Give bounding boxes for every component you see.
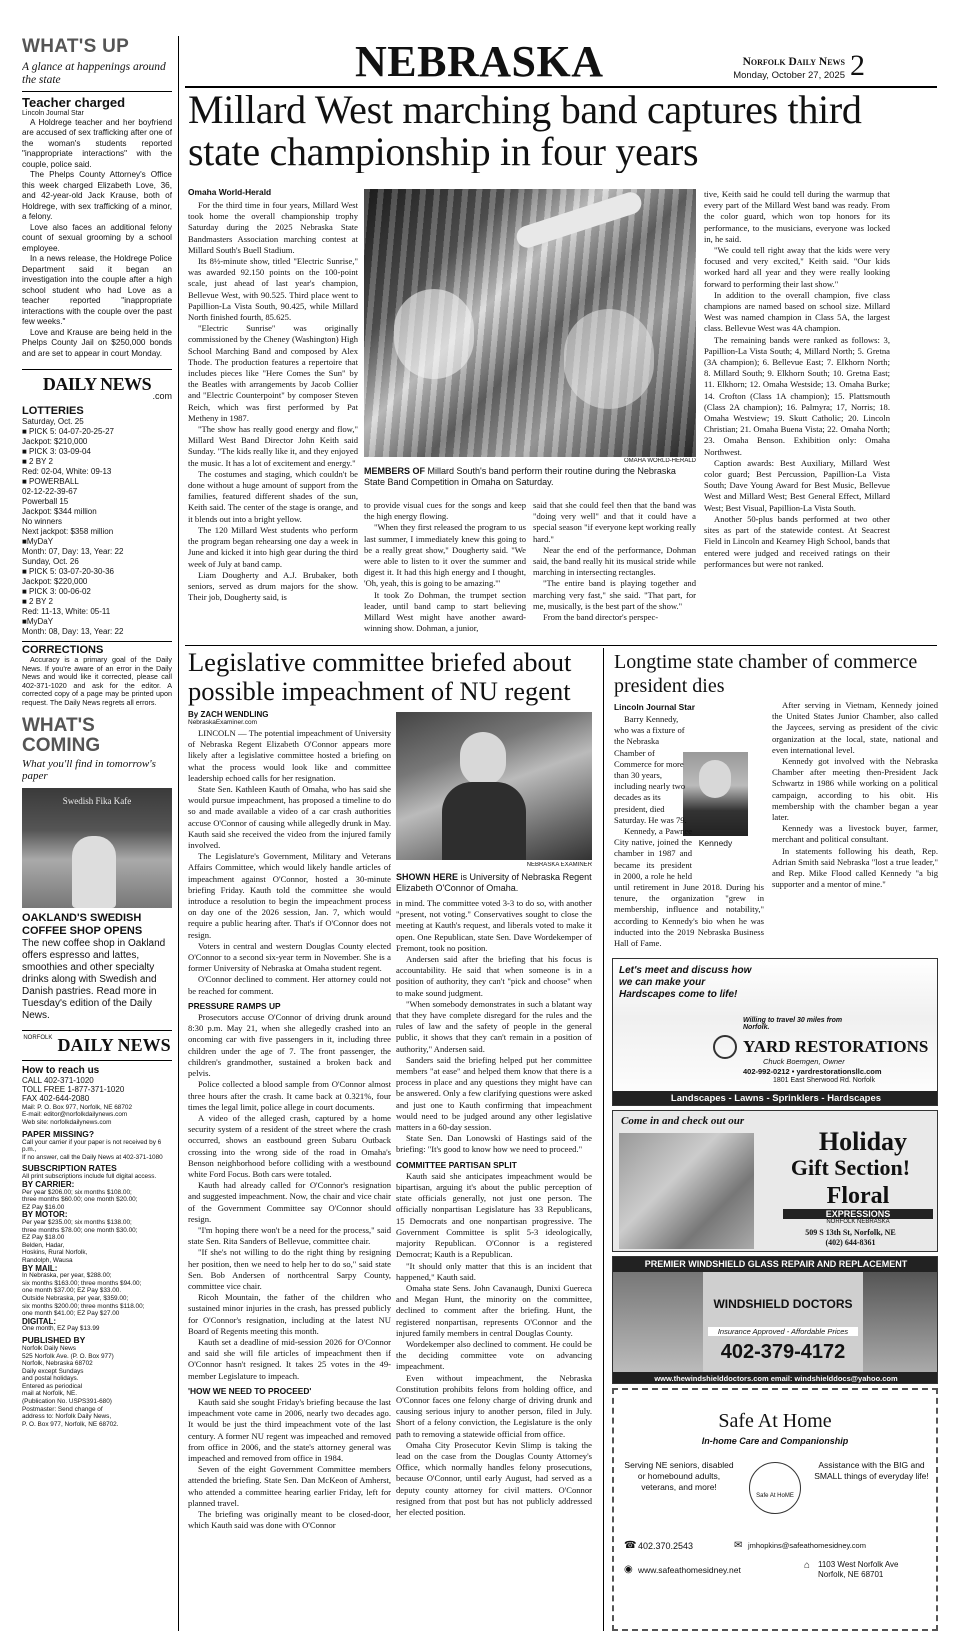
norfolk-daily-news-logo: $^{NORFOLK}$ DAILY NEWS: [22, 1030, 172, 1061]
kennedy-headline: Longtime state chamber of commerce president dies: [614, 651, 918, 697]
rate-line: six months $163.00; three months $94.00;: [22, 1279, 142, 1287]
lottery-line: ■MyDaY: [22, 617, 54, 627]
contact-line: TOLL FREE 1-877-371-1020: [22, 1085, 125, 1095]
paragraph: A video of the alleged crash, captured by a home security system of a resident of the street where the crash occurred, shows an eastbound green Subaru Outback crossing into the wrong side of the road in Omaha's Benson neighborhood before colliding with a westbound white Ford Focus. Both cars were totaled.: [188, 1112, 391, 1179]
nu-byline-source: NebraskaExaminer.com: [188, 719, 257, 726]
lead-credit: Omaha World-Herald: [188, 187, 272, 197]
paragraph: Omaha state Sens. John Cavanaugh, Dunixi Guereca and Megan Hunt, the minority on the committee, declined to comment after the briefing. Hunt, the registered nonpartisan, represents O'Connor and the injured family members in central Douglas County.: [396, 1282, 592, 1338]
lead-column-1: [188, 200, 358, 638]
rate-heading: DIGITAL:: [22, 1316, 57, 1326]
lottery-day2: Sunday, Oct. 26: [22, 557, 79, 567]
oconnor-photo: [396, 712, 592, 860]
reach-us-lines: [22, 1076, 172, 1104]
kennedy-credit: Lincoln Journal Star: [614, 702, 695, 712]
contact-line: CALL 402-371-1020: [22, 1075, 94, 1085]
teacher-story: [22, 118, 172, 360]
paragraph: Ricoh Mountain, the father of the children who sustained minor injuries in the crash, has pressed publicly for O'Connor's resignation, including at the latest NU Board of Regents meeting this month.: [188, 1292, 391, 1336]
yard-logo-icon: [713, 1035, 737, 1059]
paragraph: State Sen. Dan Lonowski of Hastings said of the briefing: "It's good to know how we need to proceed.": [396, 1133, 592, 1155]
lottery-day1: Saturday, Oct. 25: [22, 417, 84, 427]
lead-photo-caption: MEMBERS OF Millard South's band perform their routine during the Nebraska State Band Competition in Omaha on Saturday.: [364, 466, 676, 487]
published-title: PUBLISHED BY: [22, 1334, 86, 1345]
paragraph: said that she could feel then that the band was "doing very well" and that it could have a special season "if everyone kept working really hard.": [533, 500, 696, 544]
paragraph: Voters in central and western Douglas County elected O'Connor to a second six-year term in November. She is a former University of Nebraska at Omaha student regent.: [188, 940, 391, 974]
rate-line: one month $41.00; EZ Pay $27.00: [22, 1310, 120, 1318]
paragraph: Near the end of the performance, Dohman said, the band really hit its musical stride while marching in intersecting rectangles.: [533, 544, 696, 578]
web-icon: ◉: [624, 1564, 633, 1575]
rate-heading: BY MAIL:: [22, 1263, 58, 1273]
rate-line: Per year $206.00; six months $108.00;: [22, 1188, 132, 1196]
paragraph: The remaining bands were ranked as follows: 3, Papillion-La Vista South; 4, Millard North; 5. Gretna (3A champion); 6. Bellevue East; 7. Elkhorn North; 8. Millard South; 9. Elkhorn South; 10. Gretna East; 11. Elkhorn; 12. Omaha Westside; 13. Omaha Burke; 14. Crofton (Class 1A champion); 15. Plattsmouth (Class 2A champion); 16. Palmyra; 17, Norris; 18. Omaha Westview; 19. Skutt Catholic; 20. Lincoln Christian; 21. Omaha Buena Vista; 22. Omaha North; 23. Omaha Benson. Exhibition only: Omaha Northwest.: [704, 334, 890, 457]
published-line: mail at Norfolk, NE.: [22, 1390, 78, 1398]
info-line: If no answer, call the Daily News at 402-371-1080: [22, 1153, 163, 1161]
rate-line: One month, EZ Pay $13.99: [22, 1325, 100, 1333]
rate-heading: BY MOTOR:: [22, 1210, 68, 1220]
paper-name: Norfolk Daily News: [742, 56, 845, 68]
rate-line: Belden, Hadar,: [22, 1241, 65, 1249]
rate-line: EZ Pay $18.00: [22, 1234, 65, 1242]
contact-line: FAX 402-644-2080: [22, 1094, 90, 1104]
reach-us-contacts: [22, 1104, 172, 1127]
subscription-title: SUBSCRIPTION RATES: [22, 1163, 117, 1174]
dailynews-com-logo: DAILY NEWS .com: [22, 369, 172, 401]
lottery-line: 02-12-22-39-67: [22, 487, 78, 497]
paragraph: LINCOLN — The potential impeachment of University of Nebraska Regent Elizabeth O'Connor appears more likely after a legislative committee hosted a briefing on what the process would look like and committee leadership echoed calls for her resignation.: [188, 728, 391, 783]
published-line: 525 Norfolk Ave. (P. O. Box 977): [22, 1352, 114, 1360]
lead-headline: Millard West marching band captures third state championship in four years: [188, 89, 862, 173]
paragraph: Love and Krause are being held in the Phelps County Jail on $250,000 bonds and are set to appear in court Monday.: [22, 327, 172, 358]
paragraph: Kauth said she sought Friday's briefing because the last impeachment vote came in 2006, nearly two decades ago. It would be just the third impeachment vote of the last century. A former NU regent was impeached and removed from office in 2006, and the state's attorney general was impeached and removed from office in 1984.: [188, 1396, 391, 1463]
paragraph: Sanders said the briefing helped put her committee members "at ease" and helped them know that there is a process in place and any questions they might have can be answered. Only a few clarifying questions were asked and just one to Kauth confirming that impeachment would need to be judged around any other legislative matters in a 60-day session.: [396, 1054, 592, 1133]
yard-restorations-ad: Let's meet and discuss how we can make your Hardscapes come to life! Willing to travel 30 miles from Norfolk. YARD RESTORATIONS Chuck Boemgen, Owner 402-992-0212 • yardrestorationsllc.com 1801 East Sherwood Rd. Norfolk Landscapes - Lawns - Sprinklers - Hardscapes: [612, 958, 938, 1106]
nu-photo-credit: NEBRASKA EXAMINER: [526, 862, 592, 868]
nu-photo-caption: SHOWN HERE is University of Nebraska Regent Elizabeth O'Connor of Omaha.: [396, 872, 592, 893]
lottery-line: ■ 2 BY 2: [22, 457, 53, 467]
contact-line: E-mail: editor@norfolkdailynews.com: [22, 1111, 128, 1119]
rate-line: In Nebraska, per year, $288.00;: [22, 1272, 112, 1280]
paragraph: "It should only matter that this is an incident that happened," Kauth said.: [396, 1260, 592, 1282]
corrections-title: CORRECTIONS: [22, 641, 172, 656]
yard-services-bar: Landscapes - Lawns - Sprinklers - Hardscapes: [613, 1091, 938, 1106]
reach-us-title: How to reach us: [22, 1064, 100, 1076]
whats-coming-subtitle: What you'll find in tomorrow's paper: [22, 757, 156, 782]
published-line: Postmaster: Send change of: [22, 1405, 103, 1413]
paragraph: Its 8½-minute show, titled "Electric Sunrise," was awarded 92.150 points on the 100-point scale, just ahead of last year's champion, Bellevue West, with 90.525. Third place went to Papillion-La Vista South, 90.425, while Millard North finished fourth, 85.625.: [188, 256, 358, 323]
paragraph: Liam Dougherty and A.J. Brubaker, both seniors, served as drum majors for the show. Their job, Dougherty said, is: [188, 569, 358, 603]
paragraph: Even without impeachment, the Nebraska Constitution prohibits felons from holding office, and O'Connor faces one felony charge of driving drunk and causing serious injury to another person, filed in July. Short of a felony conviction, the Legislature is the only path to removing a statewide official from office.: [396, 1372, 592, 1439]
paragraph: "The show has really good energy and flow," Millard West Band Director John Keith said Sunday. "The kids really like it, and they enjoyed the music. It has a lot of excitement and energy.": [188, 424, 358, 468]
paragraph: "When somebody demonstrates in such a blatant way that they have complete disregard for the rules and the rules of law and the safety of people in the general public, it shows that they can't remain in a position of authority," Andersen said.: [396, 998, 592, 1054]
lottery-line: Month: 07, Day: 13, Year: 22: [22, 547, 124, 557]
paragraph: Love also faces an additional felony count of sexual grooming by a school employee.: [22, 222, 172, 253]
lottery-line: ■ PICK 3: 03-09-04: [22, 447, 91, 457]
section-title: NEBRASKA: [355, 38, 604, 86]
subhead: 'HOW WE NEED TO PROCEED': [188, 1385, 312, 1396]
lottery-line: Jackpot: $344 million: [22, 507, 97, 517]
lottery-line: Month: 08, Day: 13, Year: 22: [22, 627, 124, 637]
paragraph: A Holdrege teacher and her boyfriend are accused of sex trafficking after one of the woman's students reported "inappropriate interactions" with the couple, police said.: [22, 117, 172, 169]
paragraph: After serving in Vietnam, Kennedy joined the United States Junior Chamber, also called the Jaycees, serving as president of the civic organization at the local, state, national and even international level.: [772, 700, 938, 755]
trumpet-shape: [514, 189, 644, 250]
paragraph: The costumes and staging, which couldn't be done without a huge amount of support from the families, featured different shades of the sun, Keith said. The center of the stage is orange, and it blends out into a bright yellow.: [188, 468, 358, 524]
kennedy-column-2: [772, 700, 938, 954]
paragraph: In addition to the overall champion, five class champions are named based on school size. Millard West was named champion in Class 5A, the largest class. Bellevue West was 4A champion.: [704, 289, 890, 334]
kennedy-column-1: [614, 714, 764, 954]
lotteries-title: LOTTERIES: [22, 405, 84, 418]
published-line: (Publication No. USPS391-680): [22, 1398, 112, 1406]
paragraph: In a news release, the Holdrege Police Department said it began an investigation into the couple after a high school student who had Love as a teacher reported "inappropriate interactions with the couple over the past few weeks.": [22, 254, 172, 327]
lottery-line: ■MyDaY: [22, 537, 54, 547]
paragraph: Police collected a blood sample from O'Connor almost three hours after the crash. It came back at 0.321%, four times the legal limit, police allege in court documents.: [188, 1079, 391, 1112]
lottery-line: ■ PICK 5: 04-07-20-25-27: [22, 427, 114, 437]
email-icon: ✉: [734, 1540, 743, 1551]
rate-line: six months $200.00; three months $118.00;: [22, 1302, 145, 1310]
paragraph: Another 50-plus bands performed at two other sites as part of the statewide contest. At Seacrest Field in Lincoln and Kearney High School, bands that entered were judged and received ratings on their performances but were not ranked.: [704, 513, 890, 569]
contact-line: Web site: norfolkdailynews.com: [22, 1119, 112, 1127]
published-lines: [22, 1345, 172, 1429]
paragraph: The 120 Millard West students who perform the program began rehearsing one day a week in June and kicked it into high gear during the third week of July at band camp.: [188, 524, 358, 569]
subscription-rates: [22, 1173, 172, 1332]
published-line: and postal holidays.: [22, 1375, 79, 1383]
lottery-results-sun: [22, 567, 172, 637]
rate-line: three months $78.00; one month $30.00;: [22, 1226, 138, 1234]
page-number: 2: [850, 50, 865, 82]
paragraph: to provide visual cues for the songs and keep the high energy flowing.: [364, 500, 526, 522]
paragraph: "If she's not willing to do the right thing by resigning her position, then we need to help her to do so," said state Sen. Bob Andersen of northcentral Sarpy County, committee vice chair.: [188, 1247, 391, 1291]
subhead: COMMITTEE PARTISAN SPLIT: [396, 1159, 517, 1170]
paragraph: The Legislature's Government, Military and Veterans Affairs Committee, which would likely handle articles of impeachment against O'Connor, hosted a 30-minute briefing Friday. Kauth told the committee she would introduce a resolution to begin the impeachment process on day one of the 2026 session, Jan. 7, which would require a public hearing after. That's if O'Connor does not resign.: [188, 851, 391, 940]
coffee-shop-photo: Swedish Fika Kafe: [22, 788, 172, 908]
contact-line: Mail: P. O. Box 977, Norfolk, NE 68702: [22, 1103, 132, 1111]
lottery-line: Red: 11-13, White: 05-11: [22, 607, 111, 617]
paragraph: "The entire band is playing together and marching very fast," she said. "That part, for me, musically, is the best part of the show.": [533, 578, 696, 611]
lottery-line: ■ PICK 5: 03-07-20-30-36: [22, 567, 114, 577]
rate-line: Hoskins, Rural Norfolk,: [22, 1249, 88, 1257]
info-line: Call your carrier if your paper is not received by 6 p.m.,: [22, 1138, 162, 1154]
paragraph: From the band director's perspec-: [543, 612, 659, 623]
lead-photo-credit: OMAHA WORLD-HERALD: [623, 458, 696, 464]
rate-heading: BY CARRIER:: [22, 1180, 75, 1190]
paragraph: Caption awards: Best Auxiliary, Millard West color guard; Best Percussion, Papillion-La Vista South; Dave Young Award for Best Music, Bellevue West and Millard West; Best General Effect, Millard West; Best Visual, Papillion-La Vista South.: [704, 457, 890, 513]
lottery-line: ■ POWERBALL: [22, 477, 79, 487]
phone-icon: ☎: [624, 1540, 637, 1551]
nu-column-1: [188, 728, 391, 1628]
marching-band-photo: [364, 189, 696, 457]
paragraph: Kennedy was a livestock buyer, farmer, merchant and political consultant.: [772, 823, 938, 845]
rate-line: one month $37.00; EZ Pay $33.00.: [22, 1287, 122, 1295]
lottery-line: Powerball 15: [22, 497, 69, 507]
paragraph: The Phelps County Attorney's Office this week charged Elizabeth Love, 36, and 42-year-old Jack Krause, both of Holdrege, with sex trafficking of a minor, a felony.: [22, 170, 172, 222]
windshield-logo: WINDSHIELD DOCTORS: [713, 1297, 853, 1311]
paragraph: Barry Kennedy, who was a fixture of the Nebraska Chamber of Commerce for more than 30 years, including nearly two decades as its president, died Saturday. He was 79.: [614, 714, 687, 825]
whats-up-title: WHAT'S UP: [22, 36, 130, 57]
coffee-shop-text: The new coffee shop in Oakland offers espresso and lattes, smoothies and other specialty drinks along with Swedish and Danish pastries. Read more in Tuesday's edition of the Daily News.: [22, 937, 166, 1021]
lottery-line: ■ 2 BY 2: [22, 597, 53, 607]
whats-up-subtitle: A glance at happenings around the state: [22, 61, 166, 86]
lottery-line: Red: 02-04, White: 09-13: [22, 467, 112, 477]
sidebar: [22, 36, 172, 1631]
nu-column-2: [396, 898, 592, 1628]
paragraph: Omaha City Prosecutor Kevin Slimp is taking the lead on the case from the Douglas County Attorney's Office, which normally handles felony prosecutions, because O'Connor, until early August, had served as a deputy county attorney for civil matters. O'Connor resigned from that post but has not publicly addressed her elected position.: [396, 1439, 592, 1517]
rate-line: Per year $235.00; six months $138.00;: [22, 1219, 132, 1226]
published-line: Entered as periodical: [22, 1382, 83, 1390]
issue-date: Monday, October 27, 2025: [733, 70, 845, 81]
paragraph: "We could tell right away that the kids were very focused and very excited," Keith said. "Our kids worked hard all year and they were really looking forward to performing their last show.": [704, 245, 890, 289]
paragraph: It took Zo Dohman, the trumpet section leader, until band camp to start believing Millard West might have another award-winning show. Dohman, a junior,: [364, 589, 526, 634]
rate-line: Outside Nebraska, per year, $359.00;: [22, 1294, 129, 1302]
rate-line: three months $60.00; one month $20.00;: [22, 1196, 138, 1204]
rate-line: All print subscriptions include full digital access.: [22, 1173, 157, 1181]
paragraph: Wordekemper also declined to comment. He could be the deciding committee vote on advancing impeachment.: [396, 1338, 592, 1372]
published-line: P. O. Box 977, Norfolk, NE 68702.: [22, 1420, 119, 1428]
paragraph: "I'm hoping there won't be a need for the process," said state Sen. Rita Sanders of Bellevue, committee chair.: [188, 1224, 391, 1247]
coffee-shop-headline: OAKLAND'S SWEDISH COFFEE SHOP OPENS: [22, 911, 143, 937]
published-line: address to: Norfolk Daily News,: [22, 1413, 112, 1421]
teacher-credit: Lincoln Journal Star: [22, 110, 84, 117]
lottery-results-sat: [22, 427, 172, 557]
paragraph: Andersen said after the briefing that his focus is accountability. He said that when someone is in a position of authority, they can't "pick and choose" when to make sound judgment.: [396, 954, 592, 998]
safe-at-home-ad: Safe At Home In-home Care and Companionship Serving NE seniors, disabled or homebound adults, veterans, and more! Safe At HoME Assistance with the BIG and SMALL things of everyday life! ☎ 402.370.2543 ✉ jmhopkins@safeathomesidney.com ◉ www.safeathomesidney.net ⌂ 1103 West Norfolk Ave Norfolk, NE 68701: [612, 1388, 938, 1631]
nu-byline: By ZACH WENDLING: [188, 710, 269, 719]
kennedy-photo-label: Kennedy: [698, 838, 733, 848]
paragraph: Kauth set a deadline of mid-session 2026 for O'Connor and said she will file articles of impeachment then if O'Connor hasn't resigned. It takes 25 votes in the 49-member Legislature to impeach.: [188, 1336, 391, 1381]
paragraph: For the third time in four years, Millard West took home the overall championship trophy Saturday during the 2025 Nebraska State Bandmasters Association marching contest at Millard South's Buell Stadium.: [188, 200, 358, 255]
paragraph: "Electric Sunrise" was originally commissioned by the Cheney (Washington) High School Marching Band and composed by Alex Thode. The production features a repertoire that includes pieces like "Here Comes the Sun" by the Beatles with arrangements by Jacob Collier and "Electric Counterpoint" by composer Steven Reich, which was first performed by Pat Metheny in 1987.: [188, 323, 358, 423]
photo-spacer: [692, 748, 764, 880]
lead-column-4: [704, 189, 890, 641]
rate-line: Randolph, Wausa: [22, 1256, 73, 1264]
lottery-line: ■ PICK 3: 00-06-02: [22, 587, 91, 597]
published-line: Daily except Sundays: [22, 1367, 84, 1375]
lead-column-2: [364, 500, 526, 640]
paragraph: Kauth had already called for O'Connor's resignation and suggested impeachment. Now, the chair and vice chair of the Government Committee say O'Connor should resign.: [188, 1180, 391, 1224]
paragraph: Kennedy got involved with the Nebraska Chamber after meeting then-President Jack Schwartz in 1986 while working on a political campaign, according to his obit. His membership with the chamber began a year later.: [772, 756, 938, 823]
paragraph: Prosecutors accuse O'Connor of driving drunk around 8:30 p.m. May 21, when she allegedly crashed into an oncoming car with five passengers in it, including three children under the age of 7. The front passenger, the children's grandmother, sustained a broken back and pelvis.: [188, 1012, 391, 1079]
lottery-line: Jackpot: $210,000: [22, 437, 88, 447]
paragraph: The briefing was originally meant to be closed-door, which Kauth said was done with O'Connor: [188, 1509, 391, 1531]
floral-expressions-ad: Come in and check out our Holiday Gift Section! Floral EXPRESSIONS NORFOLK NEBRASKA 509 S 13th St, Norfolk, NE (402) 644-8361: [612, 1110, 938, 1252]
lottery-line: Next jackpot: $358 million: [22, 527, 114, 537]
nu-headline: Legislative committee briefed about possible impeachment of NU regent: [188, 648, 572, 706]
paragraph: In statements following his death, Rep. Adrian Smith said Nebraska "lost a true leader," and Rep. Mike Flood called Kennedy "a big supporter and a mentor of mine.": [772, 845, 938, 890]
paragraph: Kennedy, a Pawnee City native, joined the chamber in 1987 and became its president in 2000, a role he held until retirement in June 2018. During his tenure, the organization "grew in membership, influence and notability," according to Kennedy's bio when he was inducted into the 2019 Nebraska Business Hall of Fame.: [614, 826, 764, 949]
location-icon: ⌂: [804, 1560, 811, 1571]
home-icon: Safe At HoME: [749, 1462, 801, 1514]
paragraph: Seven of the eight Government Committee members attended the briefing. State Sen. Dan McKeon of Amherst, who attended a committee hearing earlier Friday, left for planned travel.: [188, 1464, 391, 1508]
paper-missing-title: PAPER MISSING?: [22, 1128, 95, 1139]
lottery-line: No winners: [22, 517, 63, 527]
paragraph: tive, Keith said he could tell during the warmup that every part of the Millard West band was ready. From the color guard, which won top honors for its performance, to the musicians, everyone was locked in, he said.: [704, 189, 890, 244]
paragraph: State Sen. Kathleen Kauth of Omaha, who has said she would pursue impeachment, has proposed a timeline to do so and made available a video of a car crash authorities accuse O'Connor of causing while allegedly drunk in May. Kauth said she received the video from the injured family involved.: [188, 784, 391, 851]
paper-missing-text: [22, 1139, 172, 1162]
published-line: Norfolk, Nebraska 68702: [22, 1360, 93, 1368]
teacher-headline: Teacher charged: [22, 95, 126, 110]
paragraph: "When they first released the program to us last summer, I immediately knew this going to be a really great show," Dougherty said. "We were able to listen to it over the summer and digest it. It had this high energy and I thought, 'Oh, yeah, this is going to be amazing.'": [364, 522, 526, 589]
paragraph: in mind. The committee voted 3-3 to do so, with another "present, not voting." Conservatives sought to close the meeting at Kauth's request, and liberals voted to make it open. One Republican, state Sen. Dave Wordekemper of Fremont, took no position.: [396, 898, 592, 953]
published-line: Norfolk Daily News: [22, 1344, 76, 1352]
paragraph: Kauth said she anticipates impeachment would be bipartisan, arguing it's about the public perception of state officials generally, not just one person. The officially nonpartisan Legislature has 33 Republicans, 15 Democrats and one nonpartisan progressive. The Government Committee is split 5-3 ideologically, majority Republican. O'Connor is a registered Democrat; Kauth is a Republican.: [396, 1170, 592, 1260]
corrections-text: Accuracy is a primary goal of the Daily News. If you're aware of an error in the Daily News and would like it corrected, please call 402-371-1020 and ask for the editor. A corrected copy of a page may be printed upon request. The Daily News regrets all errors.: [22, 655, 172, 708]
whats-coming-title: WHAT'S COMING: [22, 714, 101, 756]
lead-column-3: [533, 500, 696, 640]
paragraph: O'Connor declined to comment. Her attorney could not be reached for comment.: [188, 974, 391, 996]
subhead: PRESSURE RAMPS UP: [188, 1000, 281, 1011]
lottery-line: Jackpot: $220,000: [22, 577, 88, 587]
windshield-doctors-ad: PREMIER WINDSHIELD GLASS REPAIR AND REPLACEMENT WINDSHIELD DOCTORS Insurance Approved - Affordable Prices 402-379-4172 www.thewindshielddoctors.com email: windshielddocs@yahoo.com: [612, 1256, 938, 1384]
rate-line: EZ Pay $16.00: [22, 1203, 65, 1211]
